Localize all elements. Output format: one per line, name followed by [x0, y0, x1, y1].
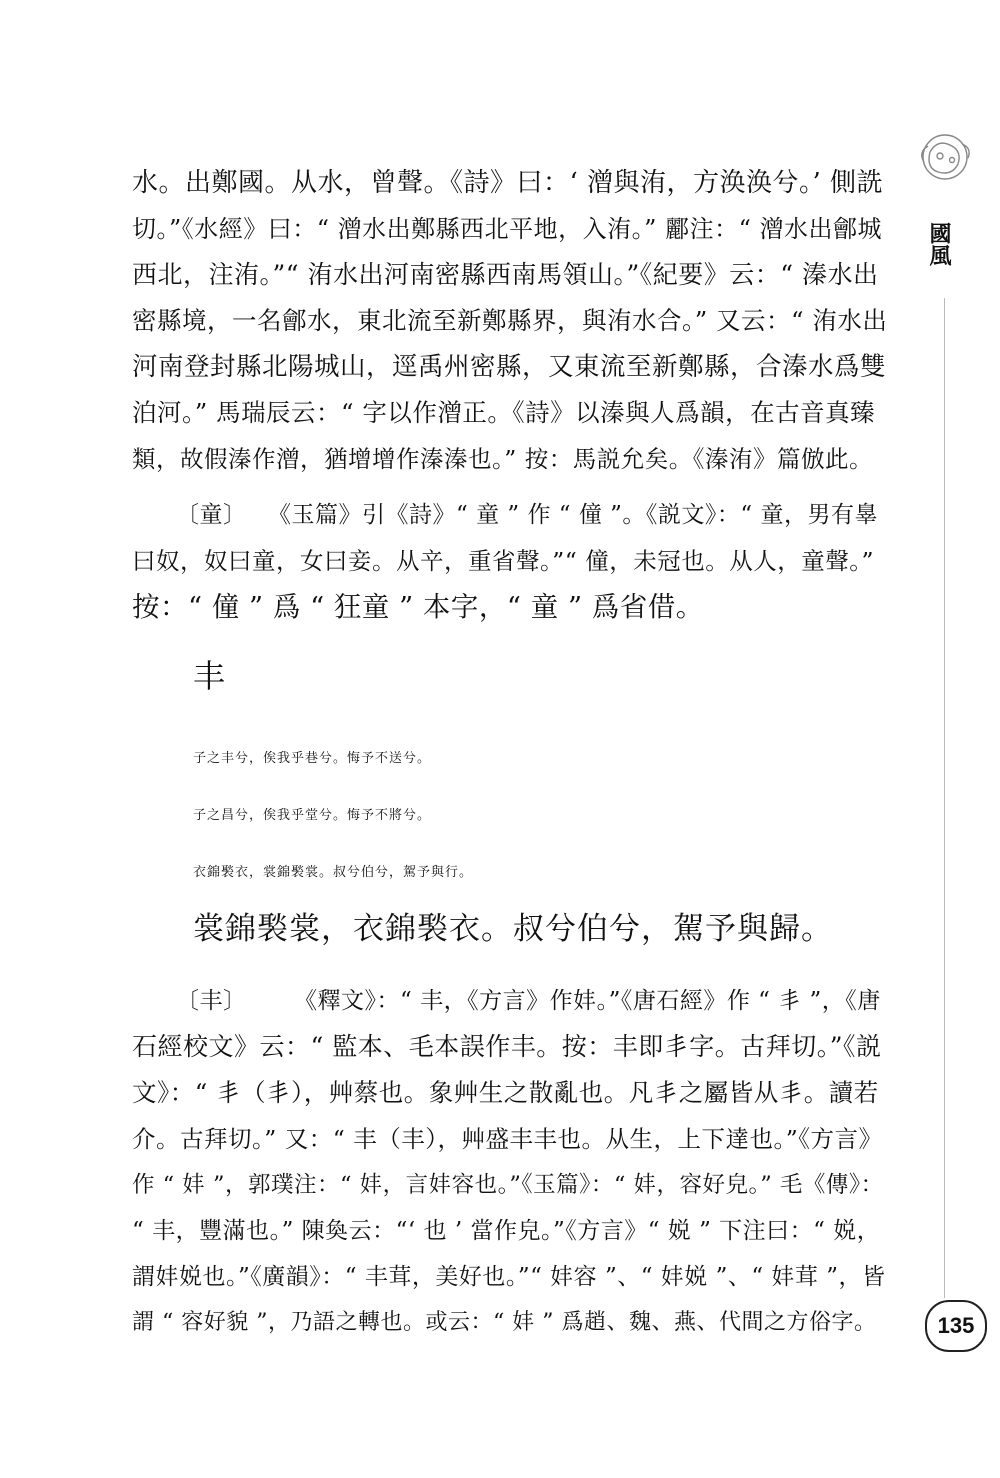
text-line: 石經校文》云：“ 監本、毛本誤作丰。按：丰即丯字。古拜切。”《説: [132, 1032, 882, 1061]
note-text: 《玉篇》引《詩》“ 童 ” 作 “ 僮 ”。《説文》：“ 童，男有辠: [268, 502, 878, 528]
text-line: 謂 “ 容好貌 ”，乃語之轉也。或云：“ 妦 ” 爲趙、魏、燕、代間之方俗字。: [132, 1310, 877, 1335]
text-line: 河南登封縣北陽城山，逕禹州密縣，又東流至新鄭縣，合溱水爲雙: [132, 352, 887, 382]
text-line: 切。”《水經》曰：“ 潧水出鄭縣西北平地，入洧。” 酈注：“ 潧水出鄶城: [132, 215, 882, 243]
section-label: 國風: [926, 222, 952, 266]
text-line: 文》：“ 丯（丯），艸蔡也。象艸生之散亂也。凡丯之屬皆从丯。讀若: [132, 1078, 879, 1107]
poem-line: 衣錦褧衣，裳錦褧裳。叔兮伯兮，駕予與行。: [193, 865, 474, 880]
text-line: 曰奴，奴曰童，女曰妾。从䇂，重省聲。”“ 僮，未冠也。从人，童聲。”: [132, 547, 875, 575]
text-line: 介。古拜切。” 又：“ 丰（丰），艸盛丰丰也。从生，上下達也。”《方言》: [132, 1125, 883, 1153]
note-tag: 〔童〕: [176, 502, 247, 528]
note-text: 《釋文》：“ 丰，《方言》作妦。”《唐石經》作 “ 丯 ”，《唐: [294, 988, 881, 1014]
note-tong: [132, 492, 887, 630]
intro-paragraph: [132, 160, 887, 482]
text-line: 西北，注洧。”“ 洧水出河南密縣西南馬領山。”《紀要》云：“ 溱水出: [132, 260, 879, 289]
text-line: 泊河。” 馬瑞辰云：“ 字以作潧正。《詩》以溱與人爲韻，在古音真臻: [132, 398, 876, 427]
page-number-badge: 135: [925, 1300, 987, 1352]
side-divider: [944, 298, 945, 1298]
text-line: 類，故假溱作潧，猶增增作溱溱也。” 按：馬説允矣。《溱洧》篇倣此。: [132, 445, 873, 473]
poem-body: [193, 730, 833, 958]
text-line: 按：“ 僮 ” 爲 “ 狂童 ” 本字，“ 童 ” 爲省借。: [132, 591, 704, 623]
text-line: “ 丰，豐滿也。” 陳奐云：“‘ 也 ’ 當作皃。”《方言》“ 娧 ” 下注曰：“ 娧，: [132, 1218, 881, 1244]
note-head-line: [132, 978, 887, 1024]
note-tag: 〔丰〕: [176, 988, 247, 1014]
floral-ornament-icon: [910, 122, 980, 192]
text-line: 作 “ 妦 ”，郭璞注：“ 妦，言妦容也。”《玉篇》：“ 妦，容好皃。” 毛《傳》：: [132, 1172, 884, 1198]
text-line: 謂妦娧也。”《廣韻》：“ 丰茸，美好也。”“ 妦容 ”、“ 妦娧 ”、“ 妦茸 ”，皆: [132, 1264, 886, 1290]
note-head-line: [132, 492, 887, 538]
note-feng: [132, 978, 887, 1346]
poem-line: 子之昌兮，俟我乎堂兮。悔予不將兮。: [193, 808, 432, 823]
poem-title: 丰: [193, 657, 226, 695]
poem-line: 子之丰兮，俟我乎巷兮。悔予不送兮。: [193, 751, 432, 766]
text-line: 密縣境，一名鄶水，東北流至新鄭縣界，與洧水合。” 又云：“ 洧水出: [132, 306, 888, 335]
poem-line: 裳錦褧裳，衣錦褧衣。叔兮伯兮，駕予與歸。: [193, 911, 833, 947]
text-line: 水。出鄭國。从水，曾聲。《詩》曰：‘ 潧與洧，方涣涣兮。’ 側詵: [132, 168, 884, 198]
